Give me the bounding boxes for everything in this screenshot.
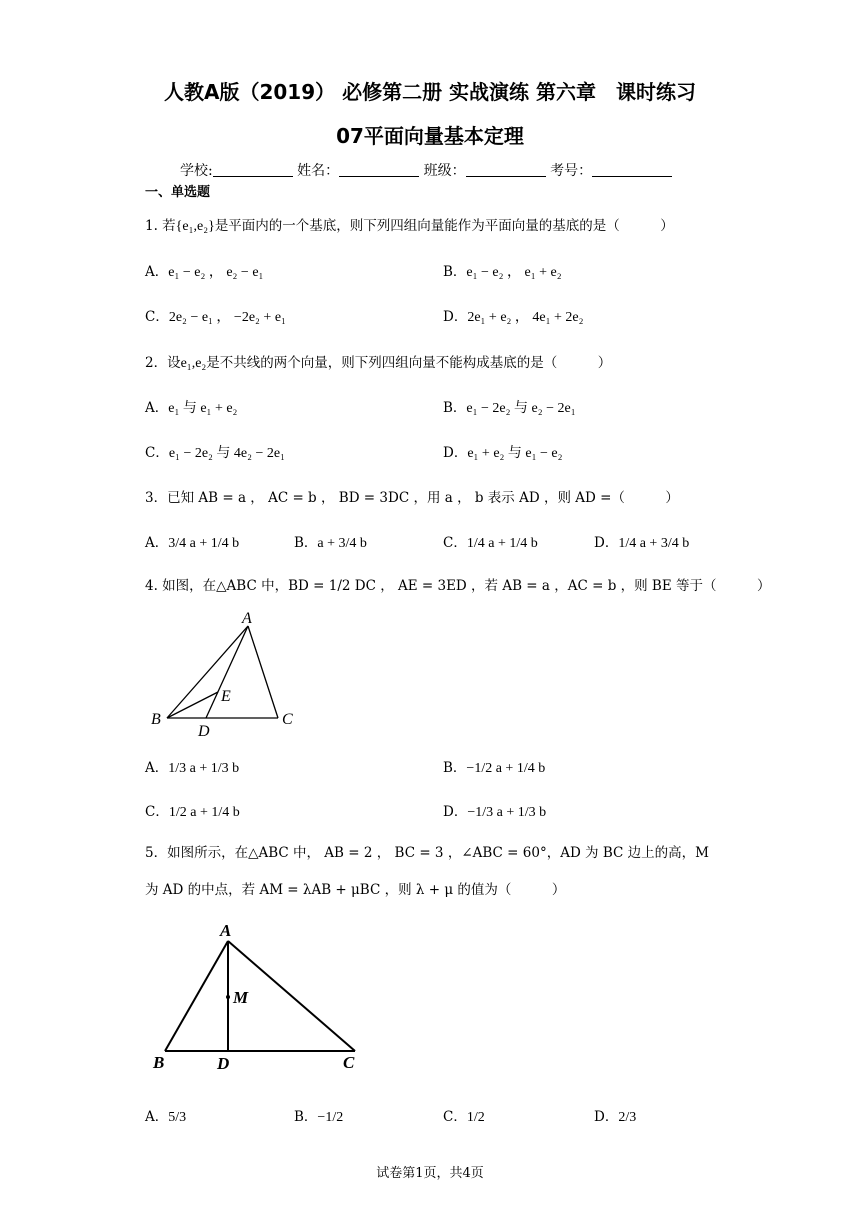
question-3-stem: 3．已知 AB = a ， AC = b ， BD = 3DC ，用 a ， b 表示 AD ，则 AD =（ ） bbox=[145, 490, 679, 506]
q5-label-a: A bbox=[220, 921, 232, 940]
q4-option-a: A．1/3 a + 1/3 b bbox=[145, 760, 240, 776]
q4-label-e: E bbox=[221, 688, 231, 705]
name-blank bbox=[339, 162, 419, 177]
q1-suffix: 是平面内的一个基底，则下列四组向量能作为平面向量的基底的是（ ） bbox=[214, 218, 674, 234]
q3-option-b: B．a + 3/4 b bbox=[294, 535, 367, 551]
examno-label: 考号： bbox=[550, 163, 593, 179]
q3-option-d: D．1/4 a + 3/4 b bbox=[594, 535, 690, 551]
q4-option-b: B．−1/2 a + 1/4 b bbox=[443, 760, 546, 776]
name-label: 姓名： bbox=[297, 163, 340, 179]
q4-label-a: A bbox=[242, 610, 252, 627]
class-blank bbox=[466, 162, 546, 177]
q4-triangle-figure bbox=[145, 606, 315, 746]
q3-option-a: A．3/4 a + 1/4 b bbox=[145, 535, 240, 551]
school-label: 学校: bbox=[180, 163, 213, 179]
q5-option-b: B．−1/2 bbox=[294, 1109, 344, 1125]
q3-option-c: C．1/4 a + 1/4 b bbox=[443, 535, 538, 551]
q1-option-d: D．2e₁ + e₂ ， 4e₁ + 2e₂ bbox=[443, 309, 584, 325]
question-1-stem bbox=[145, 214, 674, 235]
page-footer: 试卷第1页，共4页 bbox=[376, 1166, 484, 1181]
q2-option-a: A．e₁ 与 e₁ + e₂ bbox=[145, 400, 238, 416]
q5-option-a: A．5/3 bbox=[145, 1109, 187, 1125]
question-5-stem-line1: 5．如图所示，在△ABC 中， AB = 2 ， BC = 3 ，∠ABC = 60°，AD 为 BC 边上的高，M bbox=[145, 845, 709, 861]
q5-label-m: M bbox=[233, 988, 249, 1007]
q4-option-d: D．−1/3 a + 1/3 b bbox=[443, 804, 547, 820]
q2-option-c: C．e₁ − 2e₂ 与 4e₂ − 2e₁ bbox=[145, 445, 286, 461]
q5-label-c: C bbox=[343, 1053, 355, 1072]
q1-math: {e₁,e₂} bbox=[175, 219, 215, 234]
q4-label-b: B bbox=[151, 711, 161, 728]
examno-blank bbox=[592, 162, 672, 177]
q2-math: e₁,e₂ bbox=[180, 356, 207, 371]
q1-option-c: C．2e₂ − e₁ ， −2e₂ + e₁ bbox=[145, 309, 286, 325]
question-2-stem bbox=[145, 351, 611, 372]
page-title-line2: 07平面向量基本定理 bbox=[336, 124, 524, 148]
question-4-stem: 4. 如图，在△ABC 中，BD = 1/2 DC ， AE = 3ED ，若 AB = a ，AC = b ，则 BE 等于（ ） bbox=[145, 578, 771, 594]
q1-option-b: B．e₁ − e₂ ， e₁ + e₂ bbox=[443, 264, 562, 280]
q5-option-c: C．1/2 bbox=[443, 1109, 485, 1125]
q2-option-d: D．e₁ + e₂ 与 e₁ − e₂ bbox=[443, 445, 563, 461]
section-title: 一、单选题 bbox=[145, 185, 211, 200]
q4-option-c: C．1/2 a + 1/4 b bbox=[145, 804, 240, 820]
school-blank bbox=[213, 162, 293, 177]
q2-prefix: 2．设 bbox=[145, 355, 181, 371]
class-label: 班级： bbox=[423, 163, 466, 179]
question-5-stem-line2: 为 AD 的中点，若 AM = λAB + μBC ，则 λ + μ 的值为（ ） bbox=[145, 882, 566, 898]
page-title-line1: 人教A版（2019） 必修第二册 实战演练 第六章 课时练习 bbox=[163, 80, 697, 104]
q5-midpoint-dot bbox=[226, 995, 230, 999]
q4-label-c: C bbox=[282, 711, 293, 728]
q2-suffix: 是不共线的两个向量，则下列四组向量不能构成基底的是（ ） bbox=[206, 355, 612, 371]
q2-option-b: B．e₁ − 2e₂ 与 e₂ − 2e₁ bbox=[443, 400, 576, 416]
q1-option-a: A．e₁ − e₂ ， e₂ − e₁ bbox=[145, 264, 264, 280]
q1-prefix: 1. 若 bbox=[145, 218, 176, 234]
q5-triangle-figure bbox=[145, 916, 375, 1076]
q5-label-d: D bbox=[217, 1054, 230, 1073]
q4-label-d: D bbox=[198, 723, 210, 740]
q5-option-d: D．2/3 bbox=[594, 1109, 637, 1125]
q5-label-b: B bbox=[153, 1053, 165, 1072]
info-line bbox=[180, 160, 672, 180]
